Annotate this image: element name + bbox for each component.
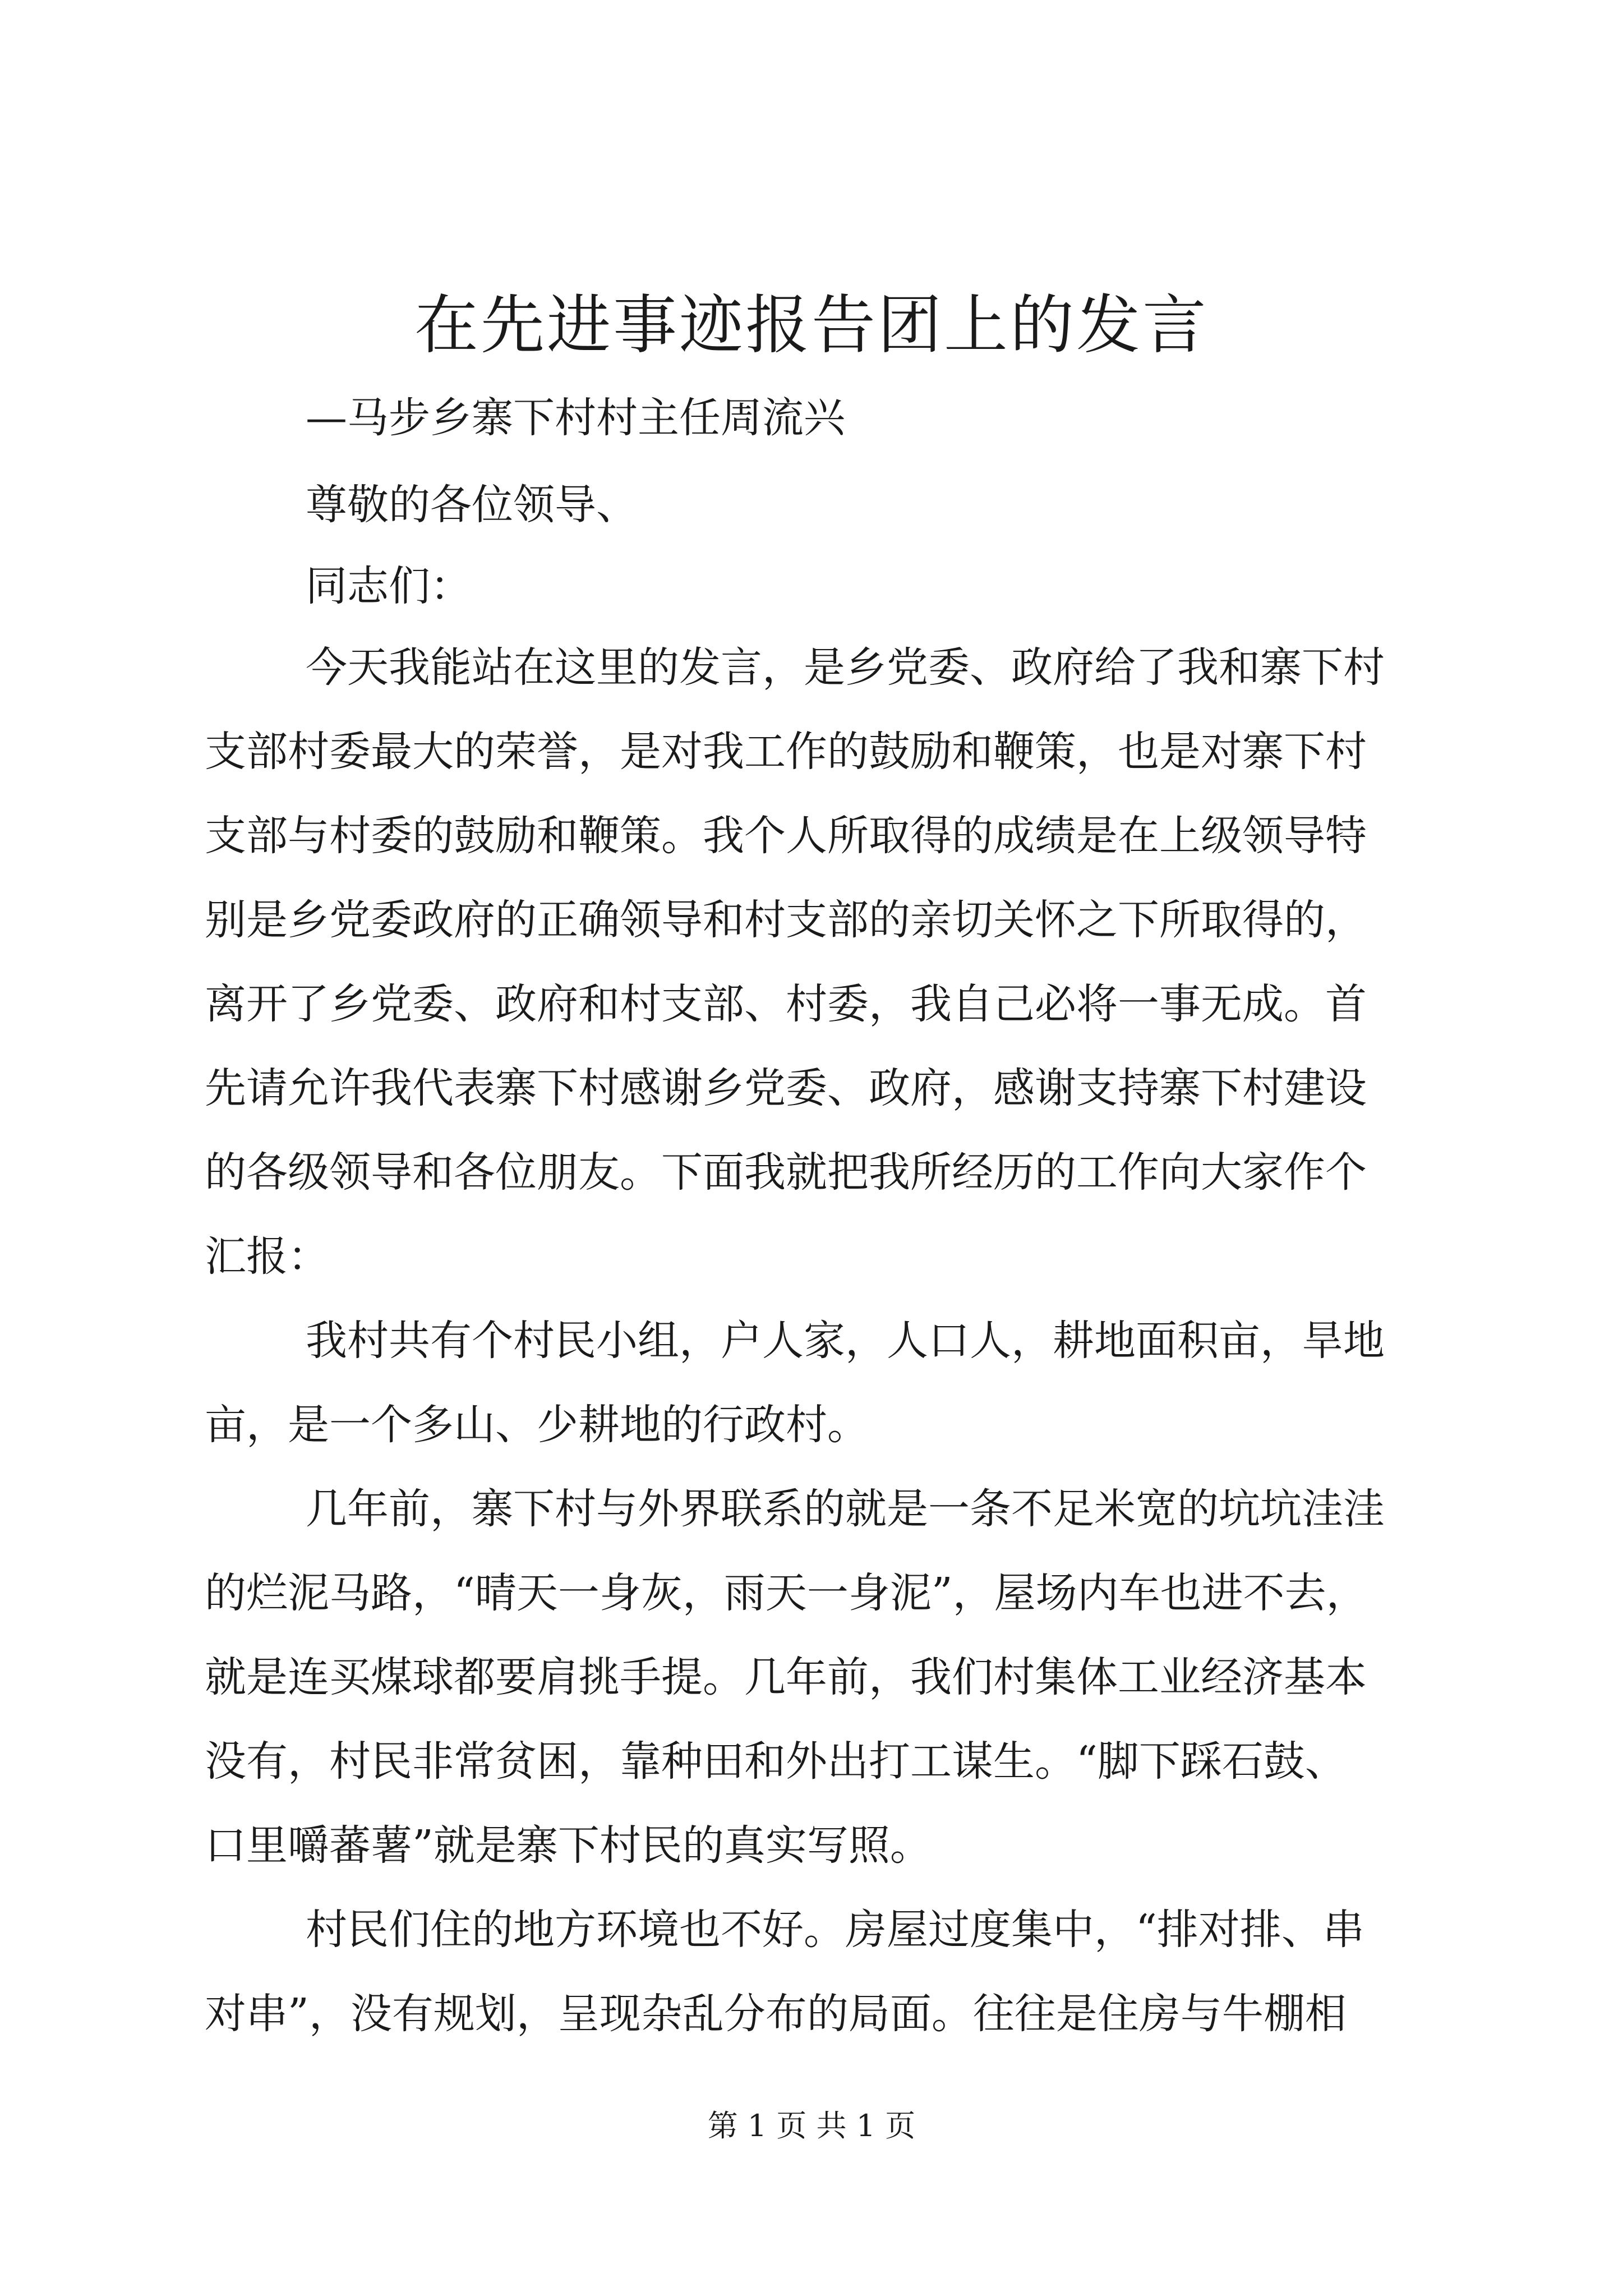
salutation-line-2: 同志们： bbox=[306, 562, 472, 610]
paragraph-4-line-1: 村民们住的地方环境也不好。房屋过度集中，“排对排、串 bbox=[306, 1906, 1364, 1954]
paragraph-1-line-5: 离开了乡党委、政府和村支部、村委，我自己必将一事无成。首 bbox=[205, 980, 1367, 1028]
paragraph-3-line-3: 就是连买煤球都要肩挑手提。几年前，我们村集体工业经济基本 bbox=[205, 1653, 1367, 1701]
paragraph-3-line-5: 口里嚼蕃薯”就是寨下村民的真实写照。 bbox=[205, 1821, 932, 1870]
page-title: 在先进事迹报告团上的发言 bbox=[414, 288, 1209, 362]
paragraph-3-line-4: 没有，村民非常贫困，靠种田和外出打工谋生。“脚下踩石鼓、 bbox=[205, 1737, 1347, 1786]
paragraph-1-line-6: 先请允许我代表寨下村感谢乡党委、政府，感谢支持寨下村建设 bbox=[205, 1064, 1367, 1112]
paragraph-3-line-2: 的烂泥马路，“晴天一身灰，雨天一身泥”，屋场内车也进不去， bbox=[205, 1569, 1368, 1617]
paragraph-2-line-2: 亩，是一个多山、少耕地的行政村。 bbox=[205, 1401, 869, 1449]
subtitle: —马步乡寨下村村主任周流兴 bbox=[306, 394, 845, 442]
paragraph-2-line-1: 我村共有个村民小组，户人家，人口人，耕地面积亩，旱地 bbox=[306, 1317, 1385, 1365]
paragraph-1-line-3: 支部与村委的鼓励和鞭策。我个人所取得的成绩是在上级领导特 bbox=[205, 812, 1367, 860]
paragraph-1-line-8: 汇报： bbox=[205, 1232, 329, 1281]
salutation-line-1: 尊敬的各位领导、 bbox=[306, 481, 638, 529]
paragraph-3-line-1: 几年前，寨下村与外界联系的就是一条不足米宽的坑坑洼洼 bbox=[306, 1485, 1385, 1533]
paragraph-1-line-2: 支部村委最大的荣誉，是对我工作的鼓励和鞭策，也是对寨下村 bbox=[205, 728, 1367, 776]
paragraph-1-line-7: 的各级领导和各位朋友。下面我就把我所经历的工作向大家作个 bbox=[205, 1148, 1367, 1197]
page-footer: 第 1 页 共 1 页 bbox=[707, 2108, 916, 2143]
paragraph-1-line-1: 今天我能站在这里的发言，是乡党委、政府给了我和寨下村 bbox=[306, 643, 1385, 692]
paragraph-4-line-2: 对串”，没有规划，呈现杂乱分布的局面。往往是住房与牛棚相 bbox=[205, 1990, 1347, 2038]
paragraph-1-line-4: 别是乡党委政府的正确领导和村支部的亲切关怀之下所取得的， bbox=[205, 896, 1367, 944]
